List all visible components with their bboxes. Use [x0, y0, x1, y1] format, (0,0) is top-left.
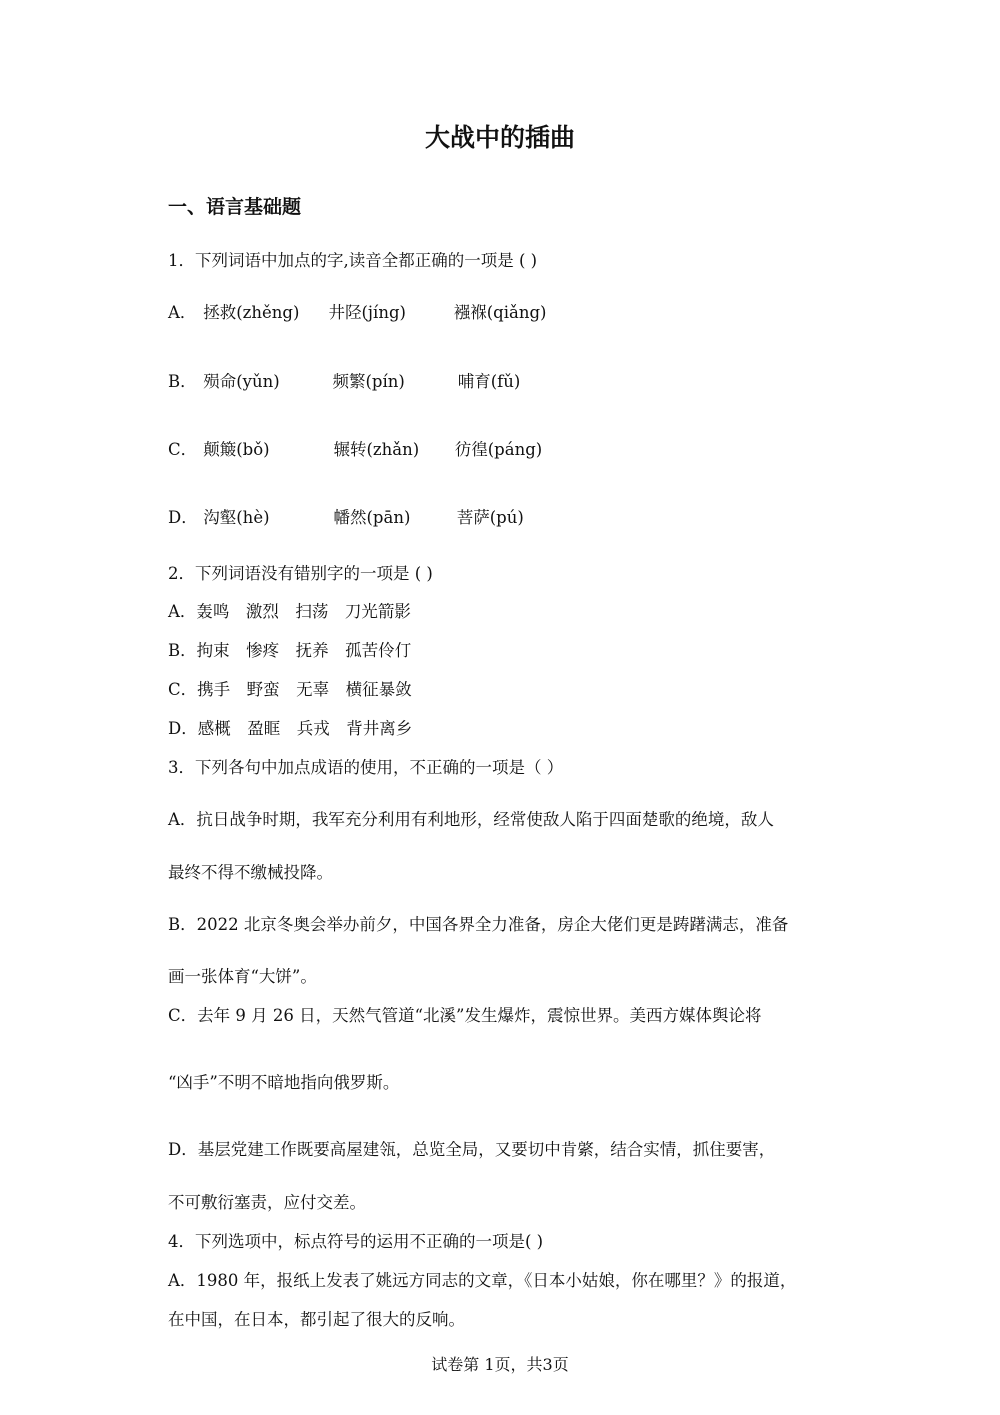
q2-option-d: D．感概 盈眶 兵戎 背井离乡: [168, 719, 413, 738]
word: 沟壑(hè): [203, 508, 270, 527]
q1-option-c: [168, 436, 542, 460]
page-title: 大战中的插曲: [424, 123, 575, 152]
q2-stem: 2．下列词语没有错别字的一项是 ( ): [168, 564, 433, 583]
option-label: B．: [168, 372, 197, 391]
word: 频繁(pín): [332, 372, 405, 391]
word: 彷徨(páng): [454, 440, 543, 459]
q3-option-a-line2: 最终不得不缴械投降。: [168, 863, 333, 882]
word: 襁褓(qiǎng): [453, 303, 547, 322]
q1-option-b: [168, 368, 520, 392]
q2-option-b: B．拘束 惨疼 抚养 孤苦伶仃: [168, 641, 412, 660]
q3-option-b-line2: 画一张体育“大饼”。: [168, 967, 317, 986]
word: 颠簸(bǒ): [203, 440, 270, 459]
page-footer: 试卷第 1页，共3页: [431, 1355, 569, 1374]
word: 辗转(zhǎn): [333, 440, 420, 459]
q3-stem: 3．下列各句中加点成语的使用，不正确的一项是（ ）: [168, 758, 564, 777]
section-heading: 一、语言基础题: [168, 196, 302, 218]
word: 井陉(jíng): [328, 303, 406, 322]
q3-option-d-line2: 不可敷衍塞责，应付交差。: [168, 1193, 366, 1212]
q2-option-c: C．携手 野蛮 无辜 横征暴敛: [168, 680, 412, 699]
q3-option-c-line2: “凶手”不明不暗地指向俄罗斯。: [168, 1073, 400, 1092]
word: 哺育(fǔ): [457, 372, 521, 391]
q3-option-d-line1: D．基层党建工作既要高屋建瓴，总览全局，又要切中肯綮，结合实情，抓住要害，: [168, 1140, 776, 1159]
q1-stem: 1．下列词语中加点的字,读音全都正确的一项是 ( ): [168, 251, 538, 270]
word: 殒命(yǔn): [203, 372, 280, 391]
q3-option-c-line1: C．去年 9 月 26 日，天然气管道“北溪”发生爆炸，震惊世界。美西方媒体舆论将: [168, 1006, 762, 1025]
option-label: A．: [168, 303, 197, 322]
q3-option-a-line1: A．抗日战争时期，我军充分利用有利地形，经常使敌人陷于四面楚歌的绝境，敌人: [168, 810, 774, 829]
word: 菩萨(pú): [456, 508, 524, 527]
word: 拯救(zhěng): [203, 303, 300, 322]
option-label: C．: [168, 440, 198, 459]
q4-option-a-line1: A．1980 年，报纸上发表了姚远方同志的文章，《日本小姑娘，你在哪里？》的报道，: [168, 1271, 797, 1290]
q3-option-b-line1: B．2022 北京冬奥会举办前夕，中国各界全力准备，房企大佬们更是踌躇满志，准备: [168, 915, 789, 934]
q1-option-a: [168, 299, 547, 323]
q4-stem: 4．下列选项中，标点符号的运用不正确的一项是( ): [168, 1232, 544, 1251]
q4-option-a-line2: 在中国，在日本，都引起了很大的反响。: [168, 1310, 465, 1329]
option-label: D．: [168, 508, 198, 527]
q1-option-d: [168, 504, 524, 528]
q2-option-a: A．轰鸣 激烈 扫荡 刀光箭影: [168, 602, 411, 621]
word: 幡然(pān): [333, 508, 411, 527]
